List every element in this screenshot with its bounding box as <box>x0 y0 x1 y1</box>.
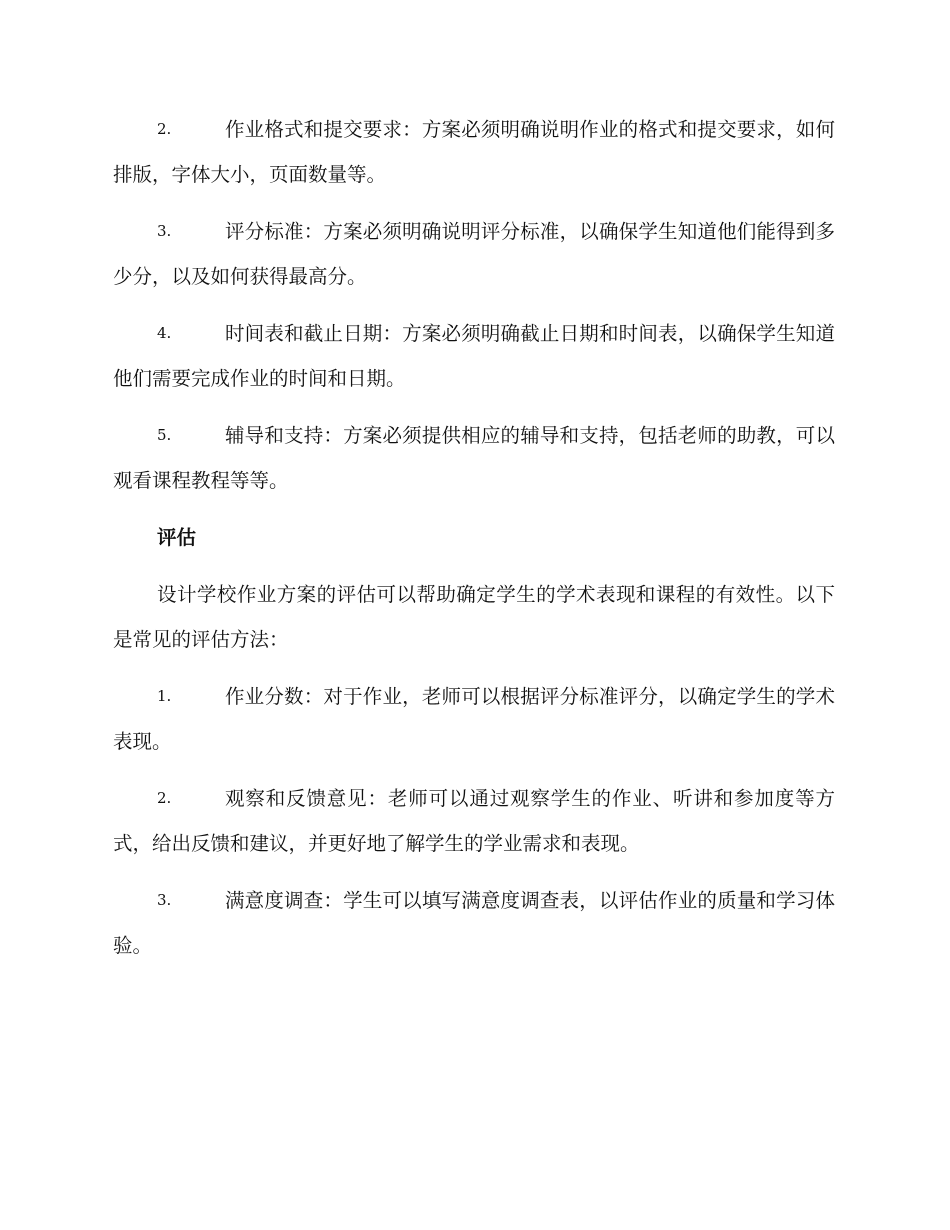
list-item <box>113 209 835 299</box>
list-item <box>113 413 835 503</box>
list-number: 2. <box>157 120 172 138</box>
list-item-text: 辅导和支持：方案必须提供相应的辅导和支持，包括老师的助教，可以观看课程教程等等。 <box>113 424 835 492</box>
list-item-text: 观察和反馈意见：老师可以通过观察学生的作业、听讲和参加度等方式，给出反馈和建议，并更好地了解学生的学业需求和表现。 <box>113 787 835 855</box>
list-item <box>113 776 835 866</box>
list-number: 5. <box>157 426 172 444</box>
list-item-text: 作业分数：对于作业，老师可以根据评分标准评分，以确定学生的学术表现。 <box>113 685 835 753</box>
list-number: 3. <box>157 891 172 909</box>
list-item <box>113 878 835 968</box>
list-number: 2. <box>157 789 172 807</box>
list-number: 4. <box>157 324 172 342</box>
document-page <box>113 107 835 980</box>
list-item <box>113 311 835 401</box>
list-item-text: 评分标准：方案必须明确说明评分标准，以确保学生知道他们能得到多少分，以及如何获得最高分。 <box>113 220 835 288</box>
list-item-text: 作业格式和提交要求：方案必须明确说明作业的格式和提交要求，如何排版，字体大小，页面数量等。 <box>113 118 835 186</box>
list-item <box>113 107 835 197</box>
list-item <box>113 674 835 764</box>
list-item-text: 满意度调查：学生可以填写满意度调查表，以评估作业的质量和学习体验。 <box>113 889 835 957</box>
section-intro: 设计学校作业方案的评估可以帮助确定学生的学术表现和课程的有效性。以下是常见的评估方法： <box>113 583 835 651</box>
section-heading: 评估 <box>157 526 197 549</box>
list-number: 3. <box>157 222 172 240</box>
list-item-text: 时间表和截止日期：方案必须明确截止日期和时间表，以确保学生知道他们需要完成作业的时间和日期。 <box>113 322 835 390</box>
list-number: 1. <box>157 687 172 705</box>
